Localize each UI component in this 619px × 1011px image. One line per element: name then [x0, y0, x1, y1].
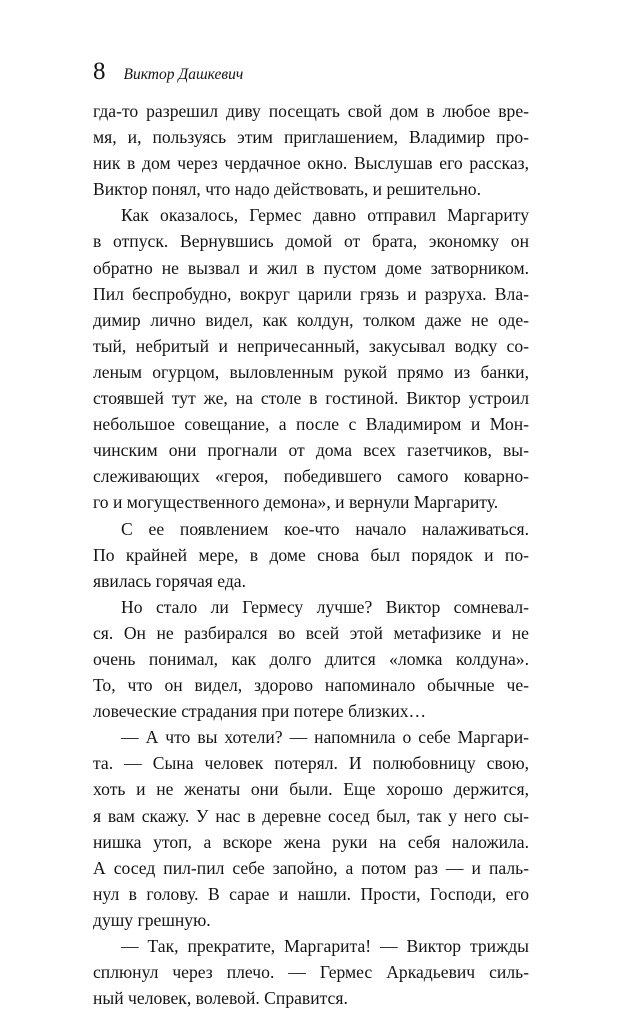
text-line: очень понимал, как долго длится «ломка колдуна».	[93, 648, 529, 669]
text-line: ся. Он не разбирался во всей этой метафизике и не	[93, 622, 529, 643]
text-line: стоявшей тут же, на столе в гостиной. Виктор устроил	[93, 388, 529, 409]
text-line: слеживающих «героя, победившего самого коварно-	[93, 466, 529, 487]
text-line: Как оказалось, Гермес давно отправил Маргариту	[121, 205, 529, 226]
text-line: в отпуск. Вернувшись домой от брата, экономку он	[93, 231, 529, 252]
text-line: явилась горячая еда.	[93, 570, 246, 591]
text-line: — Так, прекратите, Маргарита! — Виктор трижды	[121, 936, 529, 956]
text-line: я вам скажу. У нас в деревне сосед был, так у него сы-	[93, 805, 529, 826]
paragraph	[93, 594, 529, 724]
running-header: Виктор Дашкевич	[123, 66, 244, 83]
text-line: обратно не вызвал и жил в пустом доме затворником.	[93, 257, 529, 278]
text-line: димир лично видел, как колдун, толком даже не оде-	[93, 309, 529, 330]
text-line: сплюнул через плечо. — Гермес Аркадьевич силь-	[93, 962, 529, 983]
text-line: го и могущественного демона», и вернули Маргариту.	[93, 492, 499, 513]
text-line: нишка утоп, а вскоре жена руки на себя наложила.	[93, 831, 529, 852]
text-line: Пил беспробудно, вокруг царили грязь и разруха. Вла-	[93, 283, 529, 304]
text-line: хоть и не женаты они были. Еще хорошо держится,	[93, 779, 529, 800]
text-line: Виктор понял, что надо действовать, и решительно.	[93, 179, 481, 200]
paragraph	[93, 933, 529, 1011]
text-line: гда-то разрешил диву посещать свой дом в любое вре-	[93, 101, 529, 121]
text-line: А сосед пил-пил себе запойно, а потом раз — и паль-	[93, 857, 529, 878]
text-line: тый, небритый и непричесанный, закусывал водку со-	[93, 335, 529, 356]
text-line: ник в дом через чердачное окно. Выслушав его рассказ,	[93, 153, 529, 174]
text-line: Но стало ли Гермесу лучше? Виктор сомневал-	[121, 596, 529, 617]
text-line: душу грешную.	[93, 909, 211, 930]
paragraph	[93, 724, 529, 933]
paragraph	[93, 202, 529, 515]
text-line: — А что вы хотели? — напомнила о себе Маргари-	[121, 727, 529, 748]
body-text	[93, 98, 529, 1011]
text-line: нул в голову. В сарае и нашли. Прости, Господи, его	[93, 883, 529, 904]
text-line: То, что он видел, здорово напоминало обычные че-	[93, 675, 529, 696]
text-line: С ее появлением кое-что начало налаживаться.	[121, 518, 529, 539]
text-line: ловеческие страдания при потере близких…	[93, 701, 427, 722]
page-number: 8	[93, 58, 106, 85]
paragraph	[93, 98, 529, 202]
text-line: ный человек, волевой. Справится.	[93, 988, 348, 1009]
text-line: мя, и, пользуясь этим приглашением, Владимир про-	[93, 127, 529, 148]
text-line: небольшое совещание, а после с Владимиром и Мон-	[93, 414, 529, 435]
text-line: та. — Сына человек потерял. И полюбовницу свою,	[93, 753, 529, 774]
text-line: леным огурцом, выловленным рукой прямо из банки,	[93, 361, 529, 382]
text-line: чинским они прогнали от дома всех газетчиков, вы-	[93, 440, 529, 461]
paragraph	[93, 516, 529, 594]
page-header	[93, 57, 243, 93]
text-line: По крайней мере, в доме снова был порядок и по-	[93, 544, 529, 565]
